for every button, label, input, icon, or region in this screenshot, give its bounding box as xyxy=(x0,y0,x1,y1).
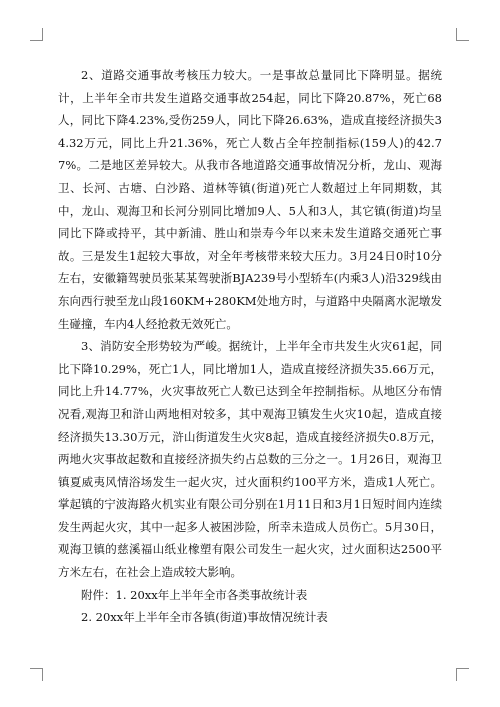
crop-mark-top-left xyxy=(30,28,43,41)
document-body xyxy=(58,64,442,629)
crop-mark-bottom-left xyxy=(30,668,43,681)
crop-mark-top-right xyxy=(456,28,469,41)
attachment-line-2: 2. 20xx年上半年全市各镇(街道)事故情况统计表 xyxy=(81,610,328,625)
paragraph-fire-safety: 3、消防安全形势较为严峻。据统计，上半年全市共发生火灾61起，同比下降10.29%，死亡1人，同比增加1人，造成直接经济损失35.66万元，同比上升14.77%，火灾事故死亡人数已达到全年控制指标。从地区分布情况看,观海卫和浒山两地相对较多，其中观海卫镇发生火灾10起，造成直接经济损失13.30万元，浒山街道发生火灾8起，造成直接经济损失0.8万元，两地火灾事故起数和直接经济损失约占总数的三分之一。1月26日，观海卫镇夏威夷风情浴场发生一起火灾，过火面积约100平方米，造成1人死亡。掌起镇的宁波海路火机实业有限公司分别在1月11日和3月1日短时间内连续发生两起火灾，其中一起多人被困涉险，所幸未造成人员伤亡。5月30日，观海卫镇的慈溪福山纸业橡塑有限公司发生一起火灾，过火面积达2500平方米左右，在社会上造成较大影响。 xyxy=(58,339,442,580)
paragraph-traffic-accidents: 2、道路交通事故考核压力较大。一是事故总量同比下降明显。据统计，上半年全市共发生道路交通事故254起，同比下降20.87%，死亡68人，同比下降4.23%,受伤259人，同比下降26.63%，造成直接经济损失34.32万元，同比上升21.36%，死亡人数占全年控制指标(159人)的42.77%。二是地区差异较大。从我市各地道路交通事故情况分析，龙山、观海卫、长河、古塘、白沙路、道林等镇(街道)死亡人数超过上年同期数，其中，龙山、观海卫和长河分别同比增加9人、5人和3人，其它镇(街道)均呈同比下降或持平，其中新浦、胜山和崇寿今年以来未发生道路交通死亡事故。三是发生1起较大事故，对全年考核带来较大压力。3月24日0时10分左右，安徽籍驾驶员张某某驾驶浙BJA239号小型轿车(内乘3人)沿329线由东向西行驶至龙山段160KM+280KM处地方时，与道路中央隔离水泥墩发生碰撞，车内4人经抢救无效死亡。 xyxy=(58,68,442,331)
attachment-line-1: 附件：1. 20xx年上半年全市各类事故统计表 xyxy=(81,587,308,602)
crop-mark-bottom-right xyxy=(456,668,469,681)
